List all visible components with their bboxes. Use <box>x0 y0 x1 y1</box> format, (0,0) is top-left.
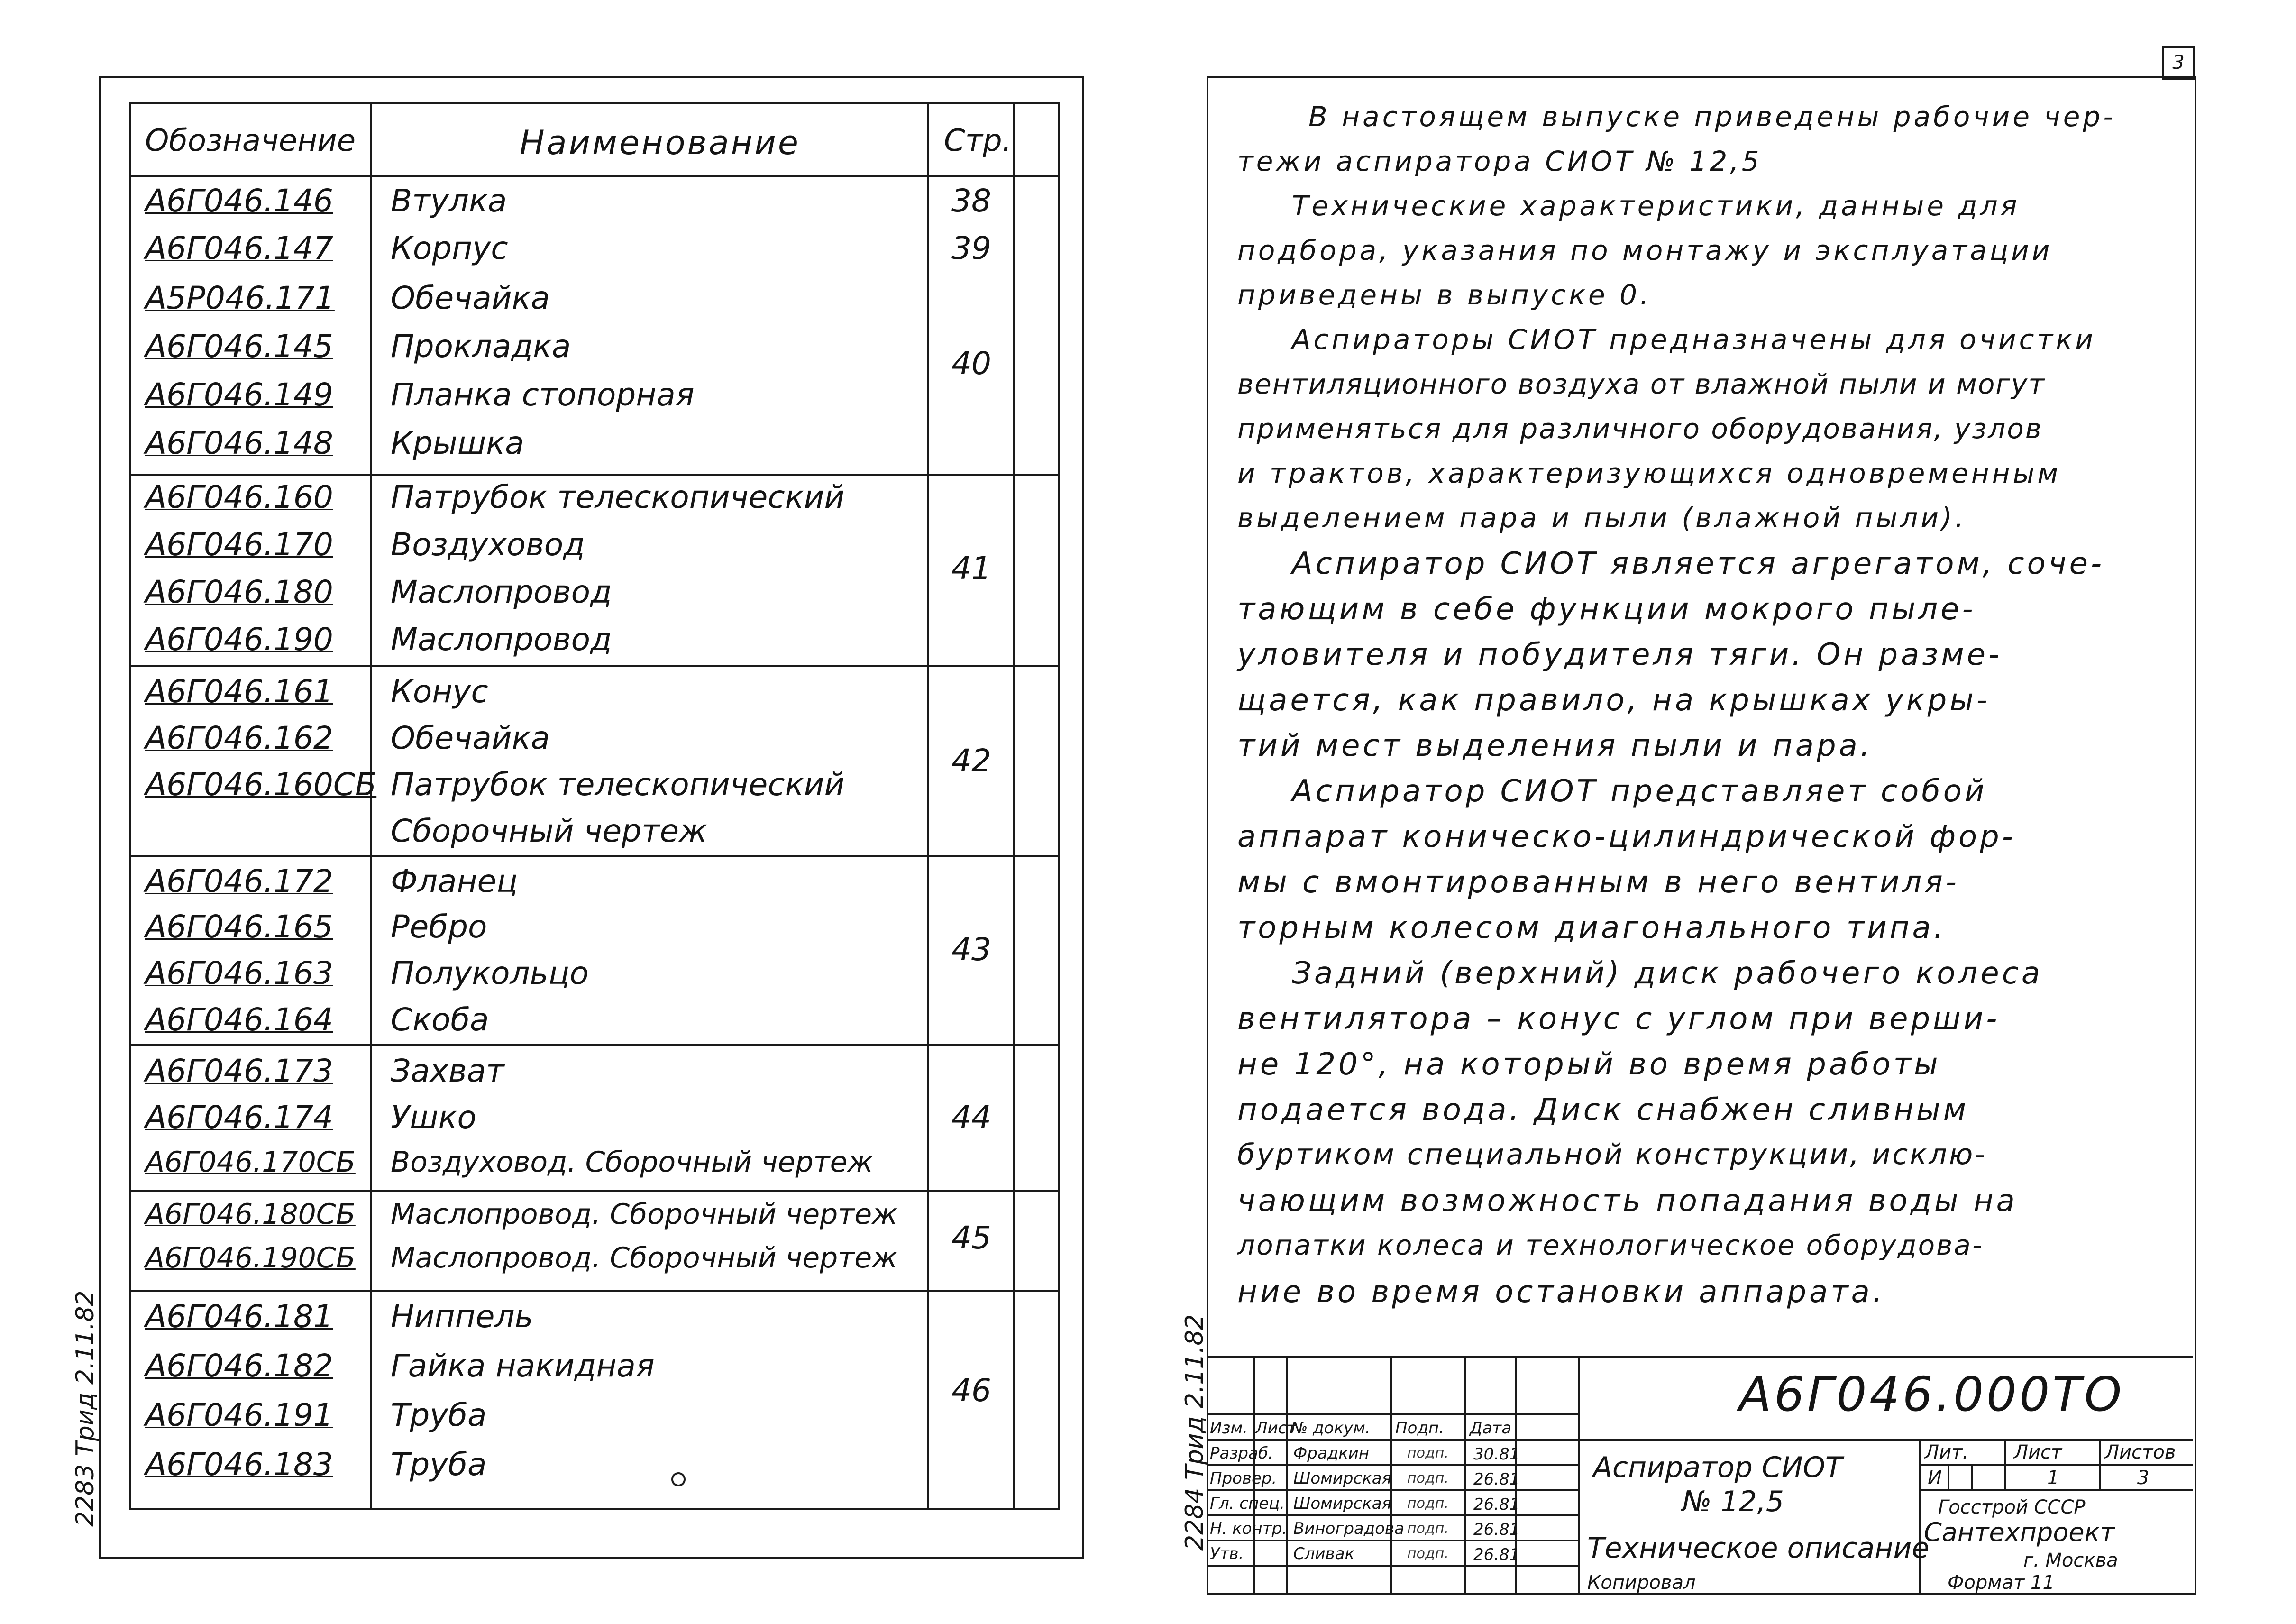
row-code: А6Г046.180 <box>145 574 333 610</box>
row-code: А6Г046.180СБ <box>145 1198 356 1231</box>
row-name: Сборочный чертеж <box>391 813 707 849</box>
column-header-page: Стр. <box>944 123 1012 158</box>
archive-note: 2283 Трид 2.11.82 <box>71 1290 100 1527</box>
row-code: А6Г046.190 <box>145 621 333 658</box>
page-number: 44 <box>951 1099 991 1136</box>
page-number: 40 <box>951 345 991 382</box>
row-code: А6Г046.147 <box>145 230 333 266</box>
row-code: А5Р046.171 <box>145 280 335 316</box>
stamp-line <box>1208 1356 2193 1358</box>
row-code: А6Г046.182 <box>145 1348 333 1384</box>
row-name: Конус <box>391 673 488 710</box>
row-name: Обечайка <box>391 280 550 316</box>
text-line: приведены в выпуске 0. <box>1237 279 1652 311</box>
stamp-line <box>1286 1356 1288 1593</box>
row-code: А6Г046.161 <box>145 673 333 710</box>
text-line: мы с вмонтированным в него вентиля- <box>1237 865 1959 900</box>
table-divider <box>131 855 1058 857</box>
stamp-line <box>1208 1439 1578 1441</box>
table-divider <box>131 1290 1058 1292</box>
row-name: Крышка <box>391 425 524 461</box>
stamp-col-header: Изм. <box>1210 1419 1248 1438</box>
stamp-sheets-label: Листов <box>2105 1441 2176 1463</box>
stamp-sheet-value: 1 <box>2047 1467 2059 1489</box>
stamp-line <box>1208 1489 1578 1491</box>
text-line: торным колесом диагонального типа. <box>1237 910 1947 945</box>
table-divider <box>370 104 372 1508</box>
stamp-col-header: Лист <box>1255 1419 1297 1438</box>
text-line: лопатки колеса и технологическое оборудова- <box>1237 1229 1984 1261</box>
stamp-sheets-value: 3 <box>2137 1467 2150 1489</box>
row-name: Ниппель <box>391 1298 533 1335</box>
stamp-person: Виноградова <box>1293 1519 1404 1538</box>
stamp-line <box>1464 1356 1466 1593</box>
row-name: Прокладка <box>391 328 571 365</box>
column-header-designation: Обозначение <box>145 123 356 158</box>
table-divider <box>131 474 1058 476</box>
row-name: Ребро <box>391 908 487 945</box>
page-number: 41 <box>951 550 991 587</box>
text-line: буртиком специальной конструкции, исклю- <box>1237 1138 1987 1171</box>
stamp-person: Шомирская <box>1293 1469 1392 1488</box>
row-name: Планка стопорная <box>391 376 695 413</box>
row-name: Маслопровод <box>391 574 612 610</box>
page-number: 43 <box>951 931 991 968</box>
document-title: Техническое описание <box>1587 1532 1930 1565</box>
stamp-person: Сливак <box>1293 1544 1354 1563</box>
row-code: А6Г046.160СБ <box>145 766 377 803</box>
copied-by-label: Копировал <box>1587 1572 1696 1594</box>
organization: Сантехпроект <box>1924 1517 2115 1547</box>
page-number: 42 <box>951 743 991 779</box>
text-line: вентилятора – конус с углом при верши- <box>1237 1001 2000 1037</box>
stamp-line <box>1919 1489 2193 1491</box>
stamp-line <box>1208 1413 1578 1415</box>
signature: подп. <box>1407 1470 1449 1486</box>
row-name: Ушко <box>391 1099 476 1136</box>
text-line: не 120°, на который во время работы <box>1237 1047 1941 1082</box>
stamp-line <box>1208 1540 1578 1541</box>
row-code: А6Г046.145 <box>145 328 333 365</box>
row-code: А6Г046.164 <box>145 1001 333 1038</box>
document-code: А6Г046.000ТО <box>1739 1367 2125 1422</box>
title-block <box>1208 1356 2193 1593</box>
text-line: аппарат коническо-цилиндрической фор- <box>1237 819 2016 854</box>
row-name: Гайка накидная <box>391 1348 655 1384</box>
table-divider <box>131 1044 1058 1046</box>
text-line: Аспираторы СИОТ предназначены для очистки <box>1292 323 2096 356</box>
stamp-role: Утв. <box>1210 1544 1244 1563</box>
row-name: Маслопровод <box>391 621 612 658</box>
signature: подп. <box>1407 1445 1449 1461</box>
row-code: А6Г046.163 <box>145 955 333 991</box>
text-line: щается, как правило, на крышках укры- <box>1237 683 1990 718</box>
stamp-person: Фрадкин <box>1293 1444 1370 1463</box>
text-line: и трактов, характеризующихся одновременным <box>1237 457 2061 489</box>
row-name: Обечайка <box>391 720 550 756</box>
row-code: А6Г046.170СБ <box>145 1146 356 1179</box>
stamp-line <box>1919 1439 1921 1593</box>
row-name: Захват <box>391 1053 504 1089</box>
stamp-sheet-label: Лист <box>2014 1441 2062 1463</box>
stamp-line <box>1208 1464 1578 1466</box>
stamp-col-header: № докум. <box>1291 1419 1371 1438</box>
page-number: 46 <box>951 1372 991 1409</box>
stamp-line <box>1919 1464 2193 1466</box>
stamp-date: 26.81 <box>1473 1520 1520 1539</box>
stamp-date: 26.81 <box>1473 1470 1520 1489</box>
signature: подп. <box>1407 1545 1449 1562</box>
hole-mark <box>671 1472 686 1486</box>
row-code: А6Г046.173 <box>145 1053 333 1089</box>
text-line: чающим возможность попадания воды на <box>1237 1184 2018 1219</box>
text-line: вентиляционного воздуха от влажной пыли и могут <box>1237 368 2046 400</box>
stamp-lit-label: Лит. <box>1925 1441 1969 1463</box>
stamp-date: 26.81 <box>1473 1545 1520 1564</box>
sheet-number-tab: 3 <box>2162 46 2195 80</box>
row-code: А6Г046.172 <box>145 863 333 899</box>
row-name: Маслопровод. Сборочный чертеж <box>391 1241 898 1275</box>
page-number: 39 <box>951 230 991 266</box>
table-divider <box>131 665 1058 667</box>
row-code: А6Г046.170 <box>145 526 333 563</box>
row-name: Труба <box>391 1397 487 1433</box>
row-name: Маслопровод. Сборочный чертеж <box>391 1198 898 1231</box>
contents-table <box>129 102 1060 1510</box>
row-code: А6Г046.149 <box>145 376 333 413</box>
stamp-line <box>1948 1464 1949 1489</box>
page-number: 38 <box>951 183 991 219</box>
text-line: подается вода. Диск снабжен сливным <box>1237 1092 1969 1128</box>
row-code: А6Г046.160 <box>145 479 333 515</box>
row-code: А6Г046.191 <box>145 1397 333 1433</box>
table-divider <box>927 104 929 1508</box>
format-label: Формат 11 <box>1948 1572 2055 1594</box>
table-divider <box>131 1190 1058 1192</box>
row-name: Патрубок телескопический <box>391 766 845 803</box>
table-divider <box>131 175 1058 177</box>
stamp-lit-value: И <box>1928 1467 1942 1489</box>
stamp-col-header: Дата <box>1470 1419 1512 1438</box>
text-line: выделением пара и пыли (влажной пыли). <box>1237 502 1967 534</box>
product-number: № 12,5 <box>1682 1485 1784 1518</box>
row-code: А6Г046.162 <box>145 720 333 756</box>
row-name: Воздуховод. Сборочный чертеж <box>391 1146 873 1179</box>
text-line: подбора, указания по монтажу и эксплуатации <box>1237 234 2053 266</box>
row-name: Труба <box>391 1446 487 1483</box>
text-line: применяться для различного оборудования, узлов <box>1237 413 2043 445</box>
stamp-line <box>1971 1464 1973 1489</box>
row-name: Корпус <box>391 230 508 266</box>
stamp-date: 30.81 <box>1473 1445 1520 1464</box>
stamp-line <box>1208 1565 1578 1567</box>
row-name: Фланец <box>391 863 518 899</box>
row-name: Втулка <box>391 183 507 219</box>
text-line: Технические характеристики, данные для <box>1292 190 2020 222</box>
stamp-line <box>2099 1439 2101 1489</box>
row-name: Скоба <box>391 1001 489 1038</box>
row-code: А6Г046.174 <box>145 1099 333 1136</box>
row-code: А6Г046.165 <box>145 908 333 945</box>
row-code: А6Г046.148 <box>145 425 333 461</box>
stamp-line <box>1208 1514 1578 1516</box>
row-code: А6Г046.146 <box>145 183 333 219</box>
signature: подп. <box>1407 1495 1449 1512</box>
text-line: ние во время остановки аппарата. <box>1237 1275 1885 1310</box>
signature: подп. <box>1407 1520 1449 1537</box>
text-line: Аспиратор СИОТ является агрегатом, соче- <box>1292 546 2105 581</box>
stamp-line <box>2004 1439 2006 1489</box>
organization-city: г. Москва <box>2023 1550 2118 1571</box>
stamp-col-header: Подп. <box>1395 1419 1444 1438</box>
stamp-role: Гл. спец. <box>1210 1494 1285 1513</box>
text-line: Задний (верхний) диск рабочего колеса <box>1292 956 2043 991</box>
table-divider <box>1013 104 1015 1508</box>
stamp-role: Н. контр. <box>1210 1519 1287 1538</box>
page-number: 45 <box>951 1220 991 1256</box>
product-title: Аспиратор СИОТ <box>1593 1451 1843 1484</box>
text-line: Аспиратор СИОТ представляет собой <box>1292 774 1987 809</box>
stamp-date: 26.81 <box>1473 1495 1520 1514</box>
organization: Госстрой СССР <box>1938 1496 2086 1518</box>
row-code: А6Г046.190СБ <box>145 1241 356 1275</box>
column-header-name: Наименование <box>520 123 800 162</box>
stamp-person: Шомирская <box>1293 1494 1392 1513</box>
row-name: Воздуховод <box>391 526 585 563</box>
row-name: Патрубок телескопический <box>391 479 845 515</box>
stamp-line <box>1578 1356 1580 1593</box>
archive-note: 2284 Трид 2.11.82 <box>1180 1314 1209 1551</box>
row-name: Полукольцо <box>391 955 589 991</box>
row-code: А6Г046.181 <box>145 1298 333 1335</box>
row-code: А6Г046.183 <box>145 1446 333 1483</box>
text-line: тий мест выделения пыли и пара. <box>1237 728 1873 763</box>
stamp-role: Разраб. <box>1210 1444 1273 1463</box>
text-line: тежи аспиратора СИОТ № 12,5 <box>1237 145 1762 177</box>
text-line: тающим в себе функции мокрого пыле- <box>1237 592 1976 627</box>
text-line: уловителя и побудителя тяги. Он разме- <box>1237 637 2003 672</box>
text-line: В настоящем выпуске приведены рабочие чер- <box>1308 101 2116 133</box>
stamp-role: Провер. <box>1210 1469 1277 1488</box>
